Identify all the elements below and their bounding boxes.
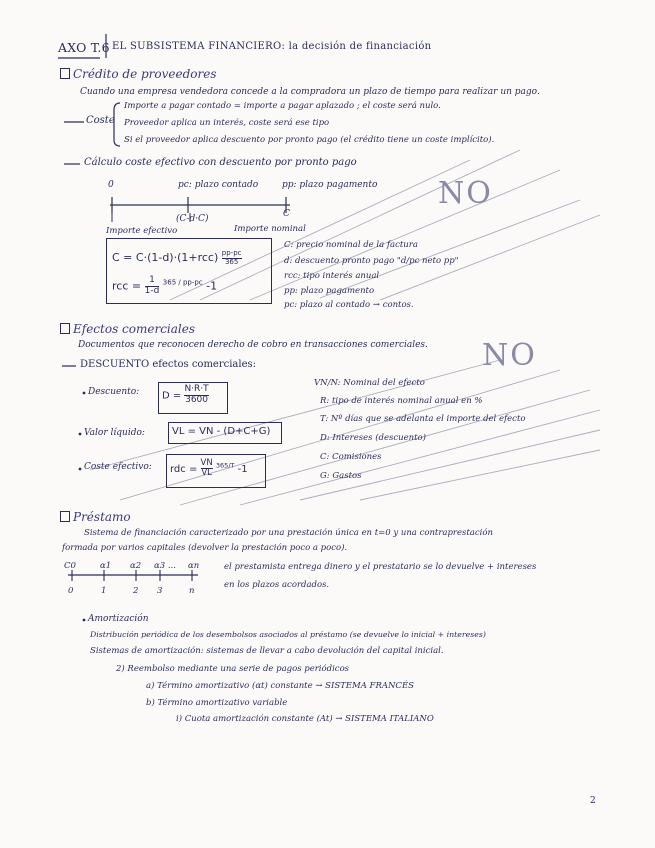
formula-vl: VL = VN - (D+C+G): [172, 426, 271, 437]
legend-item: rcc: tipo interés anual: [284, 271, 380, 281]
legend-item: pc: plazo al contado → contos.: [284, 300, 414, 310]
page-title: EL SUBSISTEMA FINANCIERO: la decisión de financiación: [112, 41, 432, 52]
legend-item: VN/N: Nominal del efecto: [314, 378, 425, 388]
coste-label: Coste: [86, 115, 115, 126]
section-heading-prestamo: Préstamo: [60, 510, 131, 524]
stamp-no: NO: [438, 176, 493, 211]
amort-definition: Distribución periódica de los desembolsos asociados al préstamo (se devuelve lo inicial + intereses): [90, 630, 486, 639]
timeline-label: 0: [68, 586, 74, 596]
page-number: 2: [590, 796, 596, 806]
timeline-label: α1: [100, 561, 112, 571]
ce-label: Coste efectivo:: [84, 462, 152, 472]
legend-item: D: Intereses (descuento): [320, 433, 426, 443]
timeline-label: pc: plazo contado: [178, 180, 259, 190]
descuento-label: Descuento:: [88, 387, 140, 397]
legend-item: pp: plazo pagamento: [284, 286, 375, 296]
legend-item: G: Gastos: [320, 471, 362, 481]
credito-definition: Cuando una empresa vendedora concede a la compradora un plazo de tiempo para realizar un pago.: [80, 87, 540, 97]
checkbox-icon: [60, 68, 70, 79]
timeline-note: el prestamista entrega dinero y el prestatario se lo devuelve + intereses: [224, 562, 537, 572]
timeline-label: Importe nominal: [234, 224, 306, 234]
timeline-label: α2: [130, 561, 142, 571]
coste-item: Importe a pagar contado = importe a pagar aplazado ; el coste será nulo.: [124, 101, 441, 111]
section-heading-credito: Crédito de proveedores: [60, 67, 217, 81]
stamp-no: NO: [482, 338, 537, 373]
legend-item: C: Comisiones: [320, 452, 382, 462]
checkbox-icon: [60, 323, 70, 334]
prestamo-definition: formada por varios capitales (devolver la prestación poco a poco).: [62, 543, 348, 553]
calculo-heading: Cálculo coste efectivo con descuento por pronto pago: [84, 157, 357, 168]
unit-label: AXO T.6: [58, 40, 110, 55]
checkbox-icon: [60, 511, 70, 522]
amort-heading: Amortización: [88, 614, 149, 624]
formula-descuento: D = $\frac{N\cdot R\cdot T}{3600}$: [162, 384, 209, 405]
timeline-label: αn: [188, 561, 200, 571]
timeline-label: Importe efectivo: [106, 226, 178, 236]
formula-c: C = C·(1-d)·(1+rcc) $\frac{pp-pc}{365}$: [112, 249, 242, 266]
formula-ce: rdc = $\frac{VN}{VL}$ $^{365/T}$ -1: [170, 458, 248, 479]
amort-item: b) Término amortizativo variable: [146, 698, 288, 708]
timeline-label: 1: [101, 586, 107, 596]
coste-item: Proveedor aplica un interés, coste será ese tipo: [124, 118, 330, 128]
legend-item: d: descuento pronto pago "d/pc neto pp": [284, 256, 459, 266]
legend-item: R: tipo de interés nominal anual en %: [320, 396, 483, 406]
timeline-label: C: [283, 209, 290, 219]
timeline-label: pp: plazo pagamento: [282, 180, 378, 190]
legend-item: T: Nº días que se adelanta el importe del efecto: [320, 414, 526, 424]
timeline-label: 0: [108, 180, 114, 190]
coste-item: Si el proveedor aplica descuento por pronto pago (el crédito tiene un coste implícito).: [124, 135, 495, 145]
timeline-label: n: [189, 586, 195, 596]
formula-rcc: rcc = $\frac{1}{1-d}$ $^{365 / pp-pc}$ -1: [112, 275, 218, 296]
timeline-label: 2: [133, 586, 139, 596]
amort-sistemas: Sistemas de amortización: sistemas de llevar a cabo devolución del capital inicial.: [90, 646, 444, 656]
descuento-title: DESCUENTO efectos comerciales:: [80, 359, 257, 370]
timeline-label: (C-d·C): [176, 214, 209, 224]
amort-item: a) Término amortizativo (αt) constante → SISTEMA FRANCÉS: [146, 681, 414, 691]
timeline-label: α3 ...: [154, 561, 176, 571]
legend-item: C: precio nominal de la factura: [284, 240, 418, 250]
section-heading-efectos: Efectos comerciales: [60, 322, 195, 336]
timeline-note: en los plazos acordados.: [224, 580, 330, 590]
efectos-definition: Documentos que reconocen derecho de cobro en transacciones comerciales.: [78, 340, 428, 350]
vl-label: Valor líquido:: [84, 428, 145, 438]
amort-item: i) Cuota amortización constante (At) → SISTEMA ITALIANO: [176, 714, 434, 724]
amort-item: 2) Reembolso mediante una serie de pagos periódicos: [116, 664, 350, 674]
timeline-label: C0: [64, 561, 76, 571]
prestamo-definition: Sistema de financiación caracterizado por una prestación única en t=0 y una contraprestación: [84, 528, 493, 538]
timeline-label: 3: [157, 586, 163, 596]
